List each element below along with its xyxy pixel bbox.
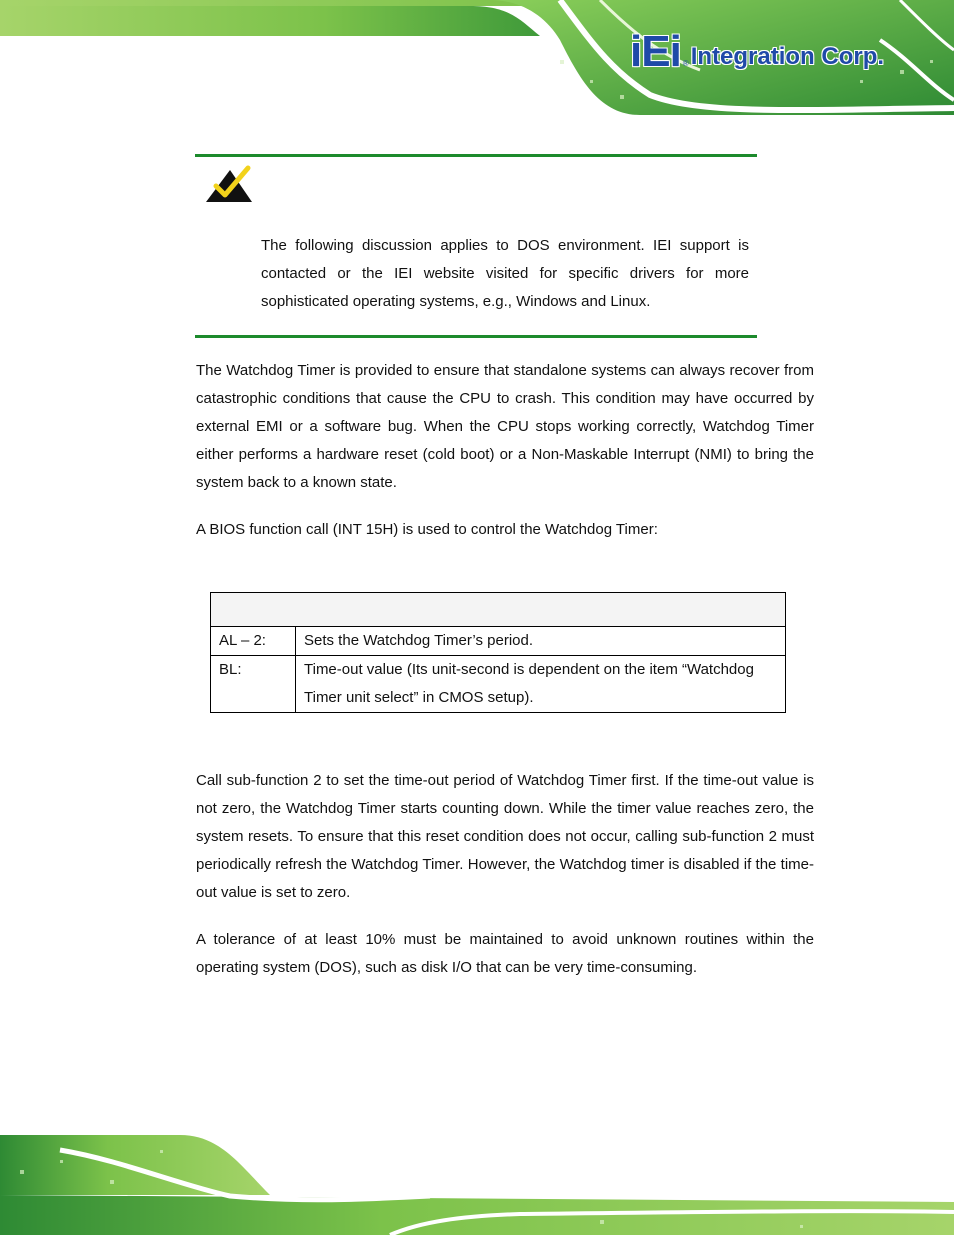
company-logo bbox=[630, 27, 885, 76]
watchdog-intro-paragraph: The Watchdog Timer is provided to ensure that standalone systems can always recover from catastrophic conditions that cause the CPU to crash. This condition may have occurred by external EMI or a software bug. When the CPU stops working correctly, Watchdog Timer either performs a hardware reset (cold boot) or a Non-Maskable Interrupt (NMI) to bring the system back to a known state. bbox=[196, 362, 814, 491]
note-text: The following discussion applies to DOS environment. IEI support is contacted or the IEI website visited for specific drivers for more sophisticated operating systems, e.g., Windows and Linux. bbox=[261, 237, 749, 310]
note-top-rule bbox=[195, 154, 757, 157]
table-header-cell bbox=[211, 593, 786, 627]
note-bottom-rule bbox=[195, 335, 757, 338]
logo-text: Integration Corp. bbox=[690, 43, 885, 70]
logo-mark: iEi bbox=[630, 27, 681, 76]
table-key-cell: AL – 2: bbox=[211, 627, 296, 656]
subfunction-paragraph: Call sub-function 2 to set the time-out period of Watchdog Timer first. If the time-out value is not zero, the Watchdog Timer starts counting down. While the timer value reaches zero, the system resets. To ensure that this reset condition does not occur, calling sub-function 2 must periodically refresh the Watchdog Timer. However, the Watchdog timer is disabled if the time-out value is set to zero. bbox=[196, 772, 814, 901]
table-key-cell: BL: bbox=[211, 656, 296, 713]
table-row bbox=[211, 656, 786, 713]
table-value-cell: Time-out value (Its unit-second is dependent on the item “Watchdog Timer unit select” in CMOS setup). bbox=[296, 656, 786, 713]
table-row bbox=[211, 627, 786, 656]
logo-registered-mark: ® bbox=[682, 59, 689, 68]
check-note-icon bbox=[204, 164, 254, 204]
footer-decoration bbox=[0, 1130, 954, 1235]
bios-call-paragraph: A BIOS function call (INT 15H) is used to control the Watchdog Timer: bbox=[196, 521, 658, 538]
int15h-table bbox=[210, 592, 786, 713]
table-value-cell: Sets the Watchdog Timer’s period. bbox=[296, 627, 786, 656]
tolerance-paragraph: A tolerance of at least 10% must be maintained to avoid unknown routines within the operating system (DOS), such as disk I/O that can be very time-consuming. bbox=[196, 931, 814, 976]
table-header-row bbox=[211, 593, 786, 627]
